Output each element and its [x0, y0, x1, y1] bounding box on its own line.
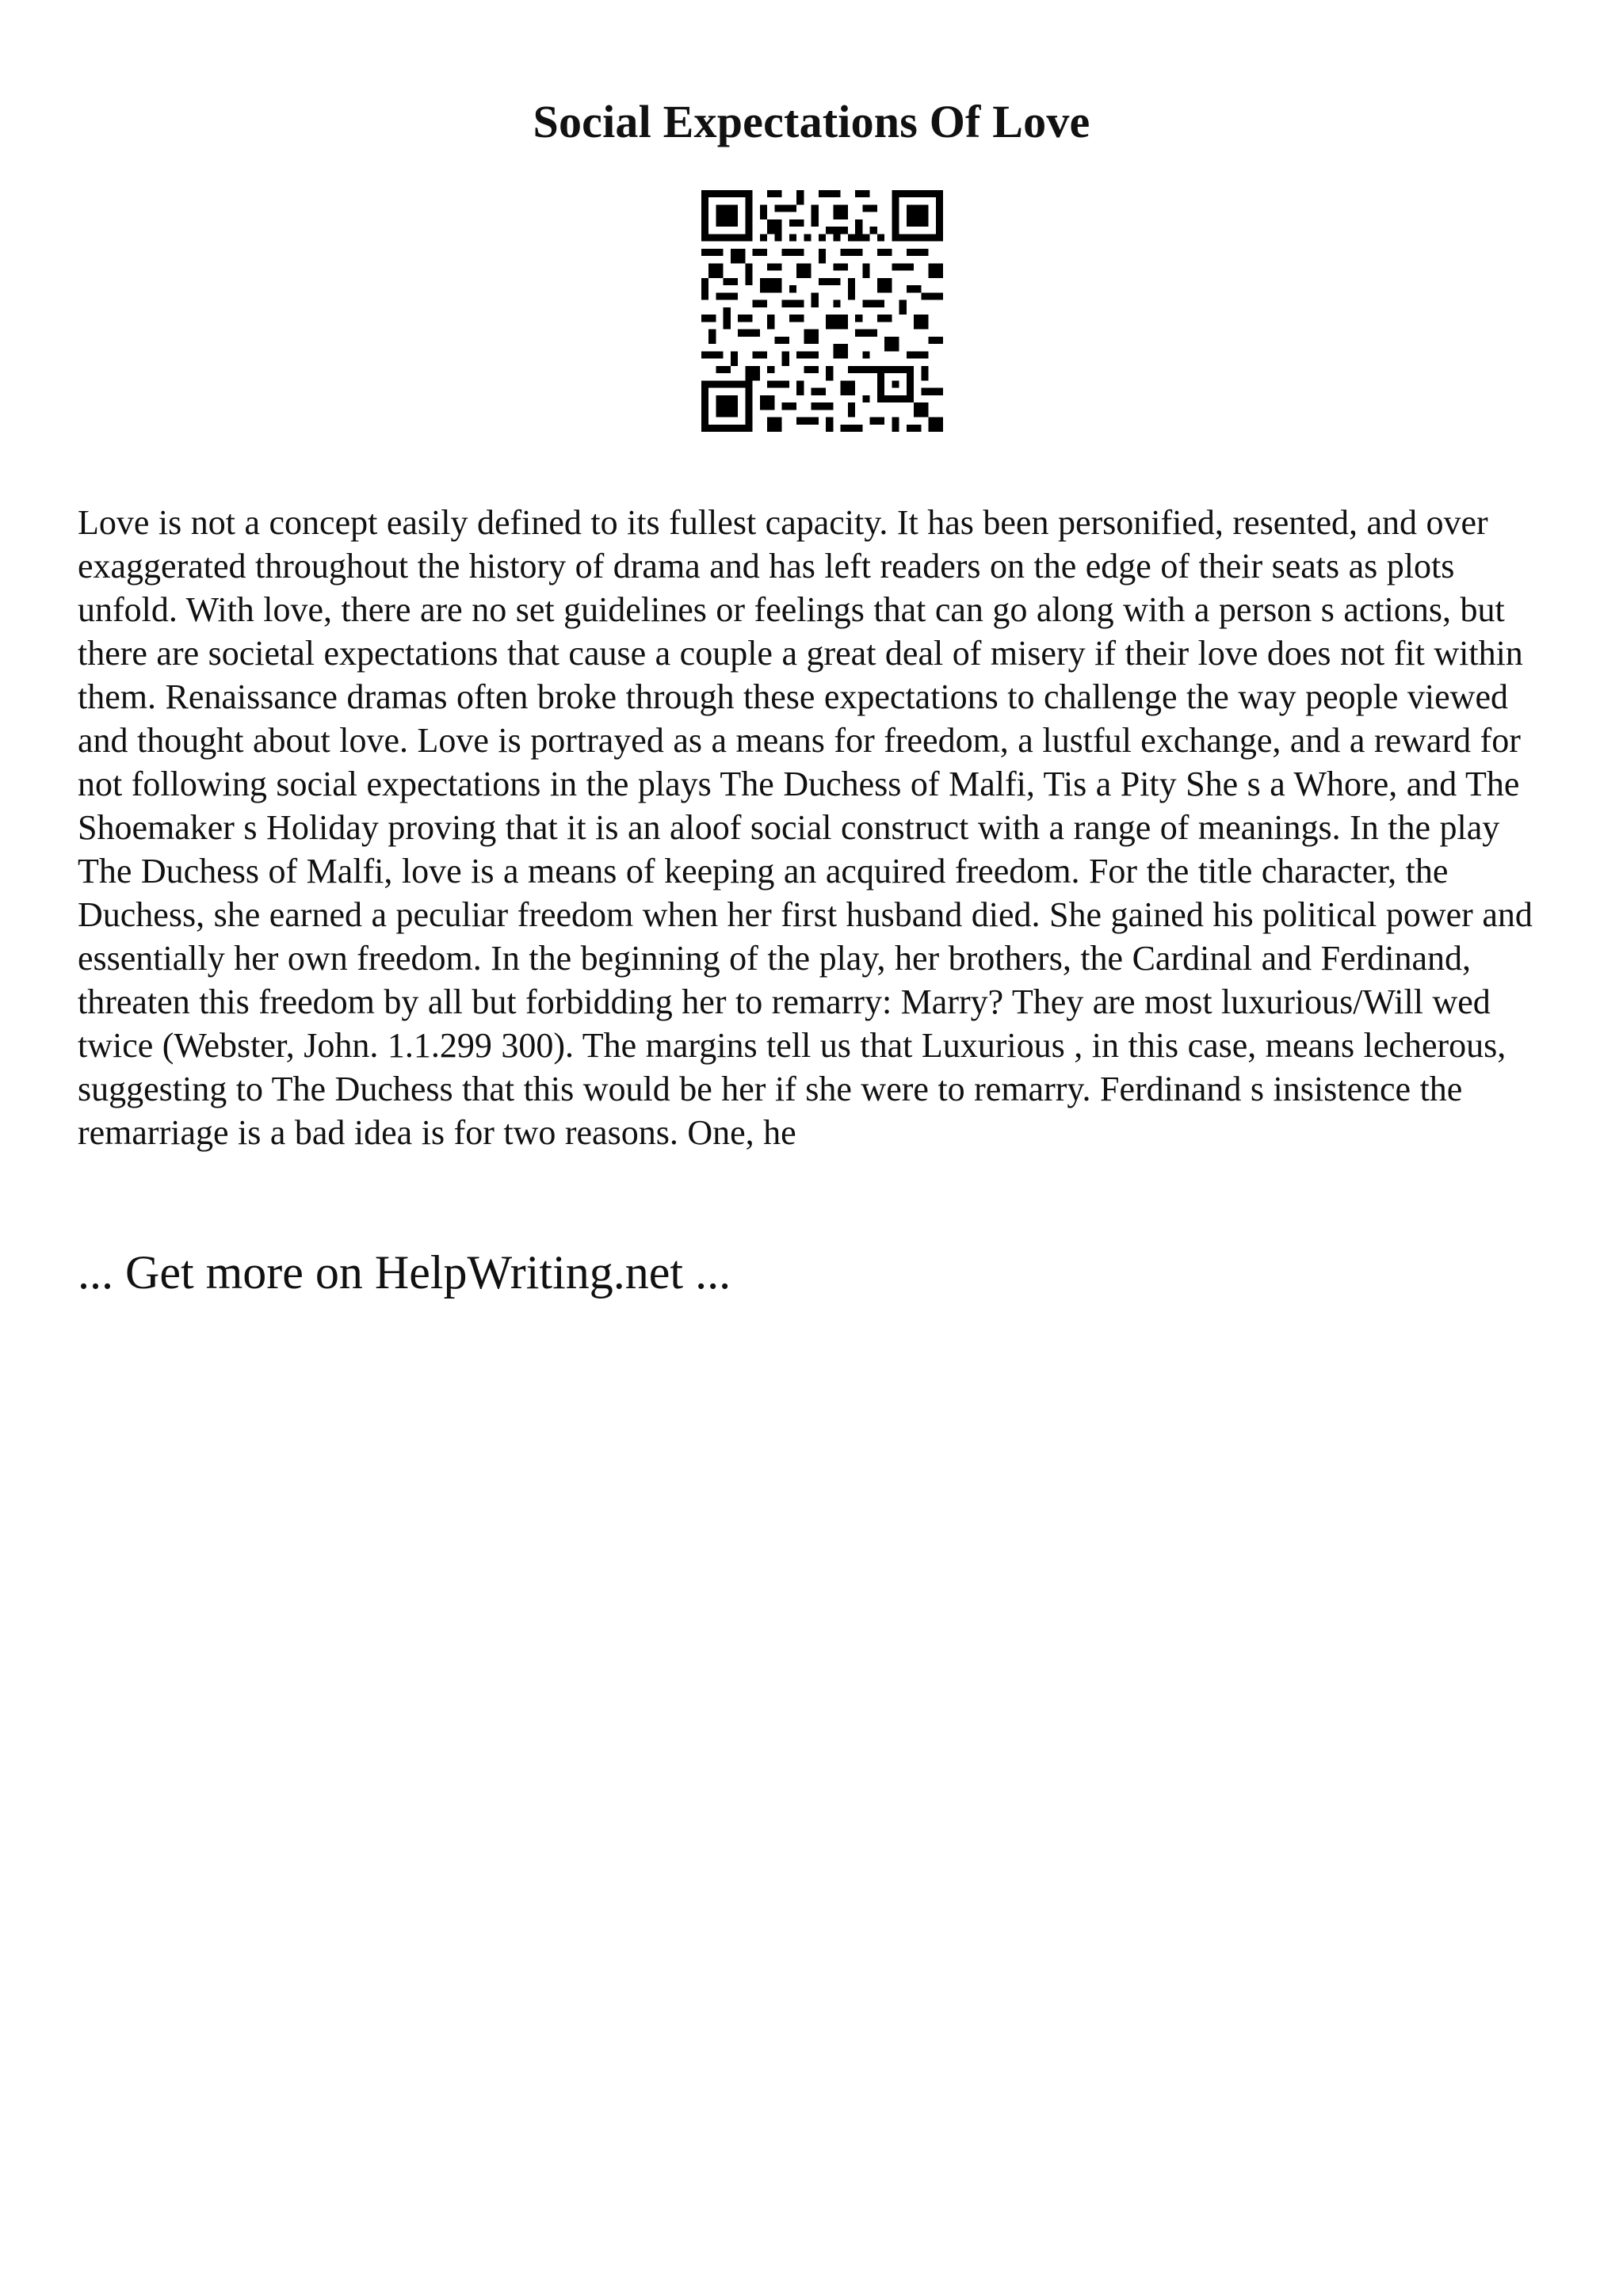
- essay-excerpt: Love is not a concept easily defined to its fullest capacity. It has been personified, resented, and over exaggerated throughout the history of drama and has left readers on the edge of their seats as plots unfold. With love, there are no set guidelines or feelings that can go along with a person s actions, but there are societal expectations that cause a couple a great deal of misery if their love does not fit within them. Renaissance dramas often broke through these expectations to challenge the way people viewed and thought about love. Love is portrayed as a means for freedom, a lustful exchange, and a reward for not following social expectations in the plays The Duchess of Malfi, Tis a Pity She s a Whore, and The Shoemaker s Holiday proving that it is an aloof social construct with a range of meanings. In the play The Duchess of Malfi, love is a means of keeping an acquired freedom. For the title character, the Duchess, she earned a peculiar freedom when her first husband died. She gained his political power and essentially her own freedom. In the beginning of the play, her brothers, the Cardinal and Ferdinand, threaten this freedom by all but forbidding her to remarry: Marry? They are most luxurious/Will wed twice (Webster, John. 1.1.299 300). The margins tell us that Luxurious , in this case, means lecherous, suggesting to The Duchess that this would be her if she were to remarry. Ferdinand s insistence the remarriage is a bad idea is for two reasons. One, he: [78, 503, 1533, 1152]
- qr-code-icon: [701, 190, 943, 432]
- get-more-link[interactable]: ... Get more on HelpWriting.net ...: [78, 1246, 731, 1299]
- page-title: Social Expectations Of Love: [533, 96, 1090, 147]
- qr-code-graphic: [701, 190, 943, 432]
